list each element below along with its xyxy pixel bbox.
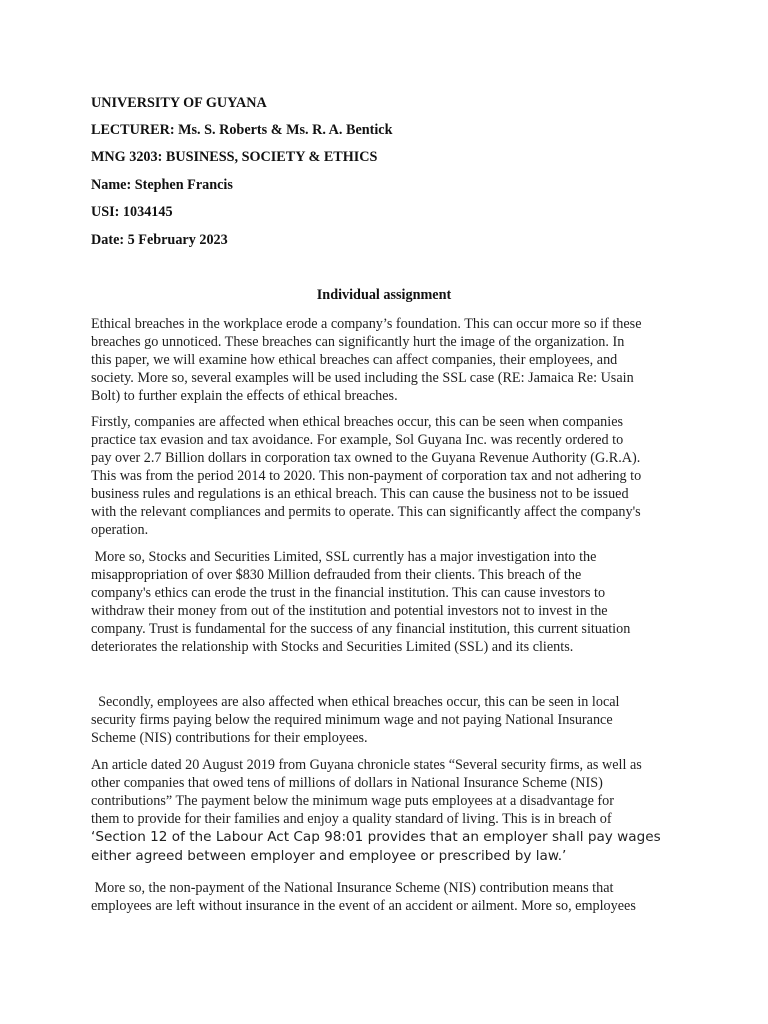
paragraph-line: this paper, we will examine how ethical breaches can affect companies, their employees, and [91, 352, 618, 368]
paragraph-introduction [91, 315, 691, 405]
paragraph-line: other companies that owed tens of millions of dollars in National Insurance Scheme (NIS) [91, 775, 603, 791]
paragraph-line: Scheme (NIS) contributions for their employees. [91, 730, 368, 746]
paragraph-line: society. More so, several examples will be used including the SSL case (RE: Jamaica Re: Usain [91, 370, 634, 386]
labour-act-quote-line: ‘Section 12 of the Labour Act Cap 98:01 provides that an employer shall pay wages [91, 829, 661, 845]
paragraph-nis [91, 879, 691, 915]
paragraph-line: misappropriation of over $830 Million defrauded from their clients. This breach of the [91, 567, 582, 583]
paragraph-line: security firms paying below the required minimum wage and not paying National Insurance [91, 712, 613, 728]
paragraph-line: them to provide for their families and enjoy a quality standard of living. This is in breach of [91, 811, 612, 827]
paragraph-line: breaches go unnoticed. These breaches can significantly hurt the image of the organization. In [91, 334, 625, 350]
lecturer-line: LECTURER: Ms. S. Roberts & Ms. R. A. Bentick [91, 122, 393, 138]
paragraph-line: More so, Stocks and Securities Limited, SSL currently has a major investigation into the [91, 549, 597, 565]
paragraph-line: Ethical breaches in the workplace erode a company’s foundation. This can occur more so if these [91, 316, 642, 332]
paragraph-line: company. Trust is fundamental for the success of any financial institution, this current situation [91, 621, 631, 637]
usi-line: USI: 1034145 [91, 204, 173, 220]
paragraph-companies [91, 413, 691, 539]
assignment-title: Individual assignment [316, 287, 452, 303]
date-line: Date: 5 February 2023 [91, 232, 228, 248]
paragraph-line: with the relevant compliances and permits to operate. This can significantly affect the company's [91, 504, 641, 520]
paragraph-line: This was from the period 2014 to 2020. This non-payment of corporation tax and not adhering to [91, 468, 642, 484]
paragraph-line: employees are left without insurance in the event of an accident or ailment. More so, employees [91, 898, 636, 914]
paragraph-chronicle-article [91, 756, 691, 866]
paragraph-line: withdraw their money from out of the institution and potential investors not to invest in the [91, 603, 608, 619]
paragraph-line: business rules and regulations is an ethical breach. This can cause the business not to be issued [91, 486, 629, 502]
paragraph-line: practice tax evasion and tax avoidance. For example, Sol Guyana Inc. was recently ordered to [91, 432, 624, 448]
paragraph-line: Firstly, companies are affected when ethical breaches occur, this can be seen when companies [91, 414, 624, 430]
paragraph-line: Secondly, employees are also affected when ethical breaches occur, this can be seen in local [91, 694, 620, 710]
labour-act-quote-line: either agreed between employer and employee or prescribed by law.’ [91, 848, 567, 864]
course-line: MNG 3203: BUSINESS, SOCIETY & ETHICS [91, 149, 378, 165]
university-heading: UNIVERSITY OF GUYANA [91, 95, 267, 111]
paragraph-ssl-case [91, 548, 691, 656]
paragraph-line: More so, the non-payment of the National Insurance Scheme (NIS) contribution means that [91, 880, 614, 896]
paragraph-line: operation. [91, 522, 149, 538]
paragraph-line: deteriorates the relationship with Stocks and Securities Limited (SSL) and its clients. [91, 639, 574, 655]
paragraph-line: contributions” The payment below the minimum wage puts employees at a disadvantage for [91, 793, 614, 809]
paragraph-line: pay over 2.7 Billion dollars in corporation tax owned to the Guyana Revenue Authority (G.R.A). [91, 450, 641, 466]
paragraph-line: company's ethics can erode the trust in the financial institution. This can cause investors to [91, 585, 606, 601]
paragraph-line: An article dated 20 August 2019 from Guyana chronicle states “Several security firms, as well as [91, 757, 642, 773]
paragraph-employees [91, 693, 691, 747]
student-name-line: Name: Stephen Francis [91, 177, 233, 193]
paragraph-line: Bolt) to further explain the effects of ethical breaches. [91, 388, 398, 404]
